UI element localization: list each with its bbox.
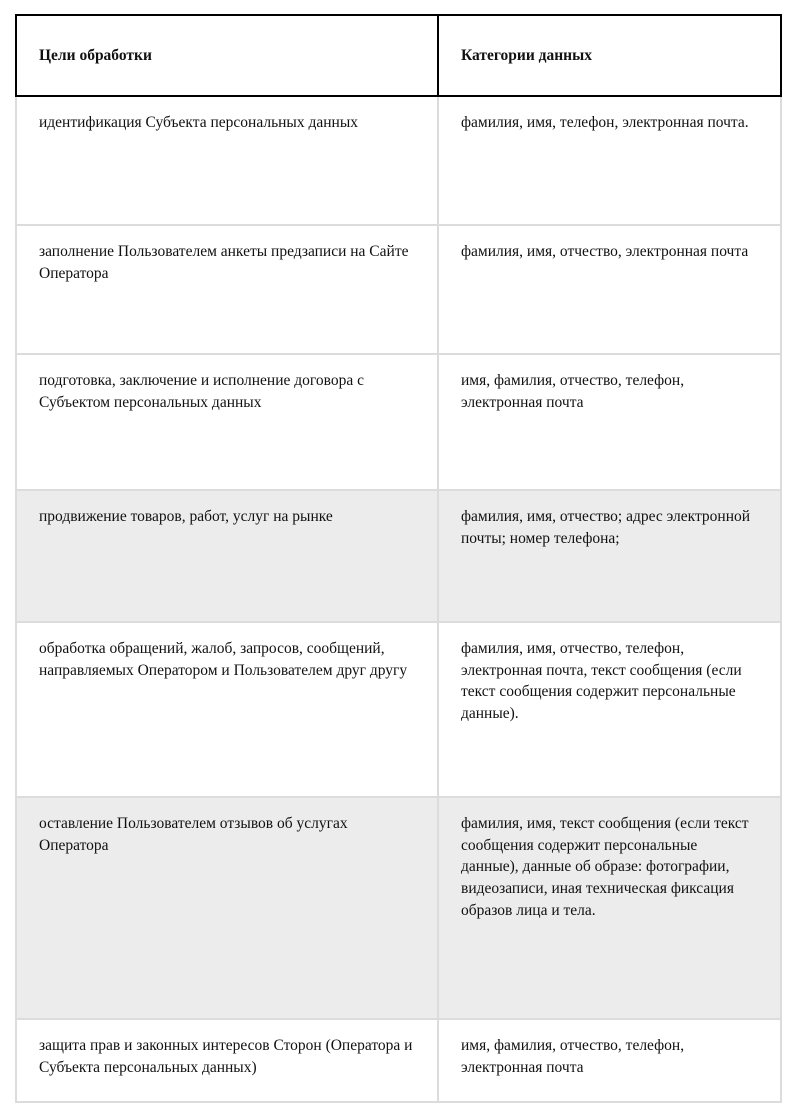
header-purposes: Цели обработки: [16, 15, 438, 96]
table-header-row: [16, 15, 781, 96]
categories-cell: имя, фамилия, отчество, телефон, электронная почта: [438, 354, 781, 490]
purpose-cell: идентификация Субъекта персональных данных: [16, 96, 438, 225]
categories-cell: имя, фамилия, отчество, телефон, электронная почта: [438, 1019, 781, 1102]
header-categories: Категории данных: [438, 15, 781, 96]
table-row: [16, 354, 781, 490]
processing-purposes-table: [15, 14, 782, 1103]
purpose-cell: заполнение Пользователем анкеты предзаписи на Сайте Оператора: [16, 225, 438, 354]
table-row: [16, 225, 781, 354]
purpose-cell: подготовка, заключение и исполнение договора с Субъектом персональных данных: [16, 354, 438, 490]
categories-cell: фамилия, имя, телефон, электронная почта.: [438, 96, 781, 225]
table-row: [16, 797, 781, 1019]
purpose-cell: защита прав и законных интересов Сторон (Оператора и Субъекта персональных данных): [16, 1019, 438, 1102]
purpose-cell: обработка обращений, жалоб, запросов, сообщений, направляемых Оператором и Пользователем друг другу: [16, 622, 438, 797]
categories-cell: фамилия, имя, отчество; адрес электронной почты; номер телефона;: [438, 490, 781, 622]
table-row: [16, 1019, 781, 1102]
purpose-cell: оставление Пользователем отзывов об услугах Оператора: [16, 797, 438, 1019]
purpose-cell: продвижение товаров, работ, услуг на рынке: [16, 490, 438, 622]
categories-cell: фамилия, имя, отчество, электронная почта: [438, 225, 781, 354]
table-row: [16, 96, 781, 225]
categories-cell: фамилия, имя, текст сообщения (если текст сообщения содержит персональные данные), данные об образе: фотографии, видеозаписи, иная техническая фиксация образов лица и тела.: [438, 797, 781, 1019]
table-row: [16, 490, 781, 622]
categories-cell: фамилия, имя, отчество, телефон, электронная почта, текст сообщения (если текст сообщения содержит персональные данные).: [438, 622, 781, 797]
table-row: [16, 622, 781, 797]
